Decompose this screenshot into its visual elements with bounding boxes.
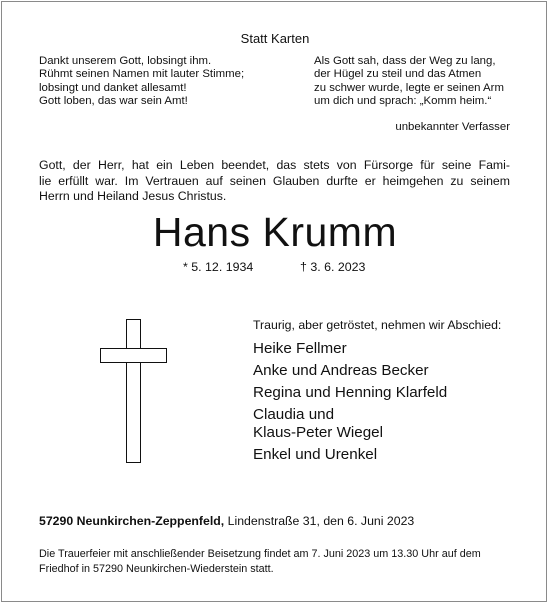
- mourner-name: [253, 406, 447, 442]
- verse-left-line: Rühmt seinen Namen mit lauter Stimme;: [39, 68, 245, 81]
- address-details: Lindenstraße 31, den 6. Juni 2023: [224, 514, 415, 528]
- verse-left: [39, 55, 244, 109]
- verse-right-line: der Hügel zu steil und das Atmen: [314, 68, 482, 81]
- birth-date: * 5. 12. 1934: [183, 260, 254, 274]
- address-place: 57290 Neunkirchen-Zeppenfeld,: [39, 514, 225, 528]
- verse-left-line: Gott loben, das war sein Amt!: [39, 95, 188, 108]
- verse-left-line: Dankt unserem Gott, lobsingt ihm.: [39, 55, 212, 67]
- intro-paragraph: [39, 158, 510, 205]
- intro-line: Herrn und Heiland Jesus Christus.: [39, 189, 227, 204]
- ceremony-line: Friedhof in 57290 Neunkirchen-Wiederstein statt.: [39, 562, 274, 575]
- cross-vertical-beam: [126, 319, 141, 463]
- cross-junction: [128, 350, 140, 362]
- mourner-name-line: Klaus-Peter Wiegel: [253, 423, 383, 441]
- verse-left-line: lobsingt und danket allesamt!: [39, 81, 187, 94]
- mourner-name-line: Claudia und: [253, 405, 335, 423]
- mourner-name: Regina und Henning Klarfeld: [253, 383, 448, 401]
- mourner-name: Heike Fellmer: [253, 340, 347, 357]
- mourner-name: Enkel und Urenkel: [253, 445, 378, 463]
- verse-attribution: unbekannter Verfasser: [395, 121, 510, 133]
- verse-right-line: Als Gott sah, dass der Weg zu lang,: [314, 55, 496, 67]
- ceremony-line: Die Trauerfeier mit anschließender Beisetzung findet am 7. Juni 2023 um 13.30 Uhr auf dem: [39, 548, 481, 560]
- verse-right-line: zu schwer wurde, legte er seinen Arm: [314, 81, 504, 94]
- address-line: [39, 514, 414, 528]
- verse-right: [314, 55, 504, 109]
- mourner-name: Anke und Andreas Becker: [253, 361, 429, 379]
- mourning-statement: Traurig, aber getröstet, nehmen wir Abschied:: [253, 318, 502, 332]
- ceremony-info: [39, 547, 481, 576]
- intro-line: lie erfüllt war. Im Vertrauen auf seinen Glauben durfte er heimgehen zu seinem: [39, 173, 510, 188]
- verse-right-line: um dich und sprach: „Komm heim.“: [314, 95, 492, 108]
- intro-line: Gott, der Herr, hat ein Leben beendet, das stets von Fürsorge für seine Fami-: [39, 158, 510, 172]
- header-title: Statt Karten: [240, 31, 310, 46]
- deceased-name: Hans Krumm: [152, 209, 398, 255]
- mourners-list: [253, 340, 447, 468]
- death-date: † 3. 6. 2023: [300, 260, 366, 274]
